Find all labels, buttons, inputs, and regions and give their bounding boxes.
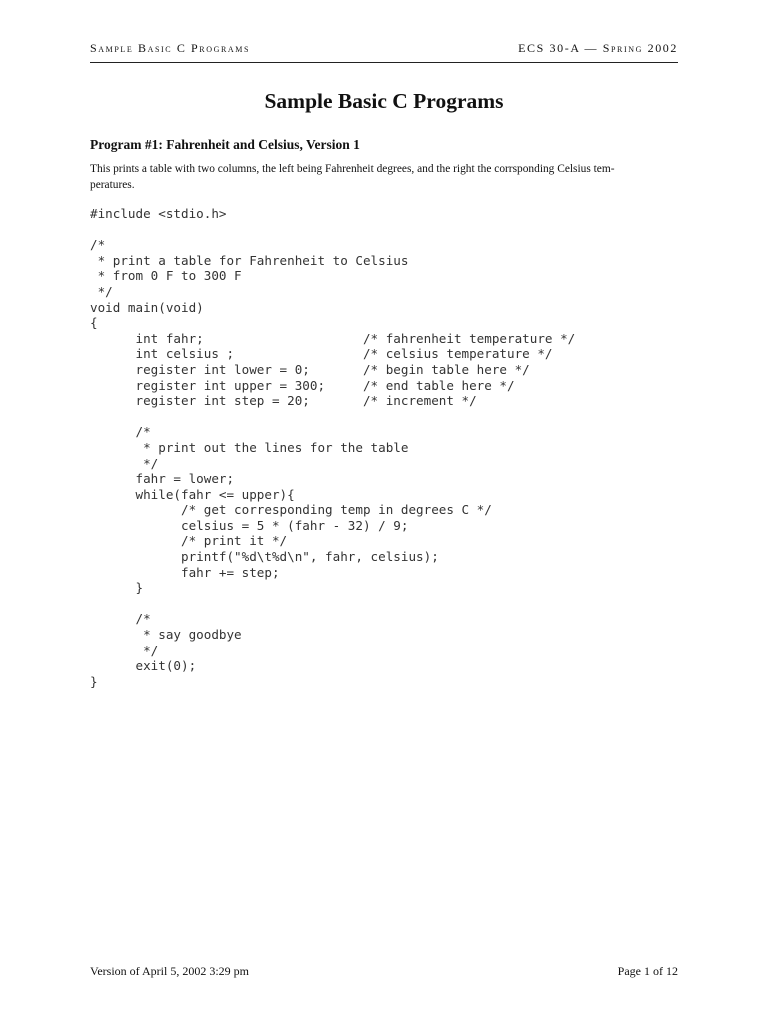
code-line: { xyxy=(90,315,98,331)
intro-line-2: peratures. xyxy=(90,179,135,191)
code-listing xyxy=(90,206,690,689)
header-course-term: ECS 30-A — Spring 2002 xyxy=(518,41,678,55)
code-line: exit(0); xyxy=(90,658,197,674)
footer-version: Version of April 5, 2002 3:29 pm xyxy=(90,964,249,978)
code-line: /* xyxy=(90,237,106,253)
header-rule xyxy=(90,62,678,63)
code-line: } xyxy=(90,580,144,596)
code-line: register int step = 20; /* increment */ xyxy=(90,393,477,409)
code-line: /* xyxy=(90,611,151,627)
code-line: /* get corresponding temp in degrees C */ xyxy=(90,502,492,518)
code-line: void main(void) xyxy=(90,299,204,315)
code-line: } xyxy=(90,673,98,689)
code-line xyxy=(90,222,690,238)
code-line: while(fahr <= upper){ xyxy=(90,486,295,502)
code-line: printf("%d\t%d\n", fahr, celsius); xyxy=(90,549,439,565)
header-course-title: Sample Basic C Programs xyxy=(90,41,251,55)
code-line: fahr = lower; xyxy=(90,471,235,487)
code-line: /* print it */ xyxy=(90,533,288,549)
code-line: */ xyxy=(90,455,159,471)
code-line xyxy=(90,409,690,425)
code-line xyxy=(90,596,690,612)
code-line: register int lower = 0; /* begin table here */ xyxy=(90,361,530,377)
section-heading: Program #1: Fahrenheit and Celsius, Version 1 xyxy=(90,137,360,152)
code-line: * print out the lines for the table xyxy=(90,439,409,455)
code-line: fahr += step; xyxy=(90,564,280,580)
page-title: Sample Basic C Programs xyxy=(264,89,504,113)
code-line: /* xyxy=(90,424,151,440)
code-line: * print a table for Fahrenheit to Celsius xyxy=(90,252,409,268)
code-line: #include <stdio.h> xyxy=(90,206,227,221)
code-line: celsius = 5 * (fahr - 32) / 9; xyxy=(90,517,409,533)
code-line: */ xyxy=(90,642,159,658)
intro-line-1: This prints a table with two columns, the left being Fahrenheit degrees, and the right the corrsponding Celsius tem- xyxy=(90,163,615,175)
code-line: int celsius ; /* celsius temperature */ xyxy=(90,346,553,362)
code-line: */ xyxy=(90,283,113,299)
code-line: * from 0 F to 300 F xyxy=(90,268,242,284)
running-header xyxy=(90,41,678,61)
code-line: * say goodbye xyxy=(90,627,242,643)
intro-paragraph xyxy=(90,161,678,193)
footer-page-number: Page 1 of 12 xyxy=(617,964,678,978)
code-line: int fahr; /* fahrenheit temperature */ xyxy=(90,330,576,346)
code-line: register int upper = 300; /* end table here */ xyxy=(90,377,515,393)
